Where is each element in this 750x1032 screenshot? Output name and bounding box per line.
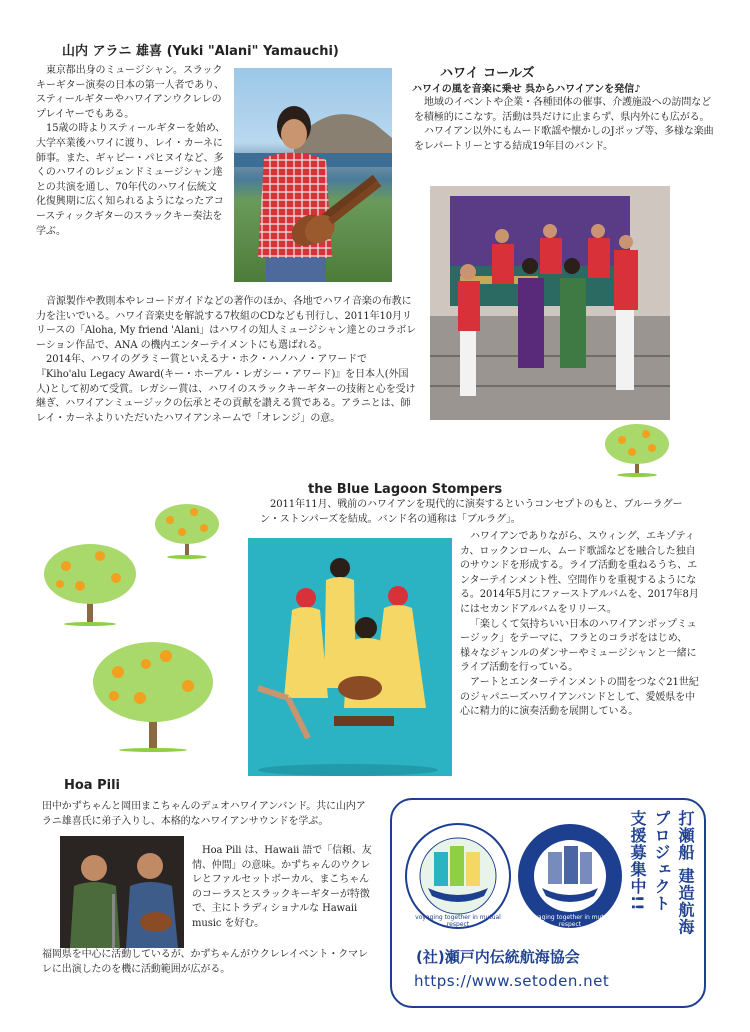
stompers-p1: ハワイアンでありながら、スウィング、エキゾティカ、ロックンロール、ムード歌謡などを融合した独自のサウンドを形成する。ライブ活動を重ねるうち、エンターテインメント性、空間作りを重視するようになる。2014年5月にファーストアルバムを、2017年8月にはセカンドアルバムをリリース。 — [460, 531, 699, 615]
stompers-photo — [248, 538, 452, 776]
yuki-photo — [234, 68, 392, 282]
ad-organization: (社)瀬戸内伝統航海協会 — [416, 948, 580, 966]
hoa-p3: 福岡県を中心に活動しているが、かずちゃんがウクレレイベント・クマレレに出演したのを機に活動範囲が広がる。 — [42, 949, 368, 975]
logo1-caption: voyaging together in mutual respect — [415, 914, 501, 928]
stompers-intro — [260, 498, 700, 527]
yuki-p2: 15歳の時よりスティールギターを始め、大学卒業後ハワイに渡り、レイ・カーネに師事。また、ギャビー・パヒヌイなど、多くのハワイのレジェンドミュージシャン達との共演を通し、70年代のハワイ伝統文化復興期に広く知られるようになったアコースティックギターのスラックキー奏法を学ぶ。 — [36, 123, 226, 237]
hoa-photo — [60, 836, 184, 948]
calls-photo — [430, 186, 670, 420]
stompers-p2: 「楽しくて気持ちいい日本のハワイアンポップミュージック」をテーマに、フラとのコラボをはじめ、様々なジャンルのダンサーやミュージシャンと一緒にライブ活動を行っている。 — [460, 618, 697, 674]
ad-vertical-title-1: 打瀬船 建造航海 — [676, 810, 695, 936]
yuki-title: 山内 アラニ 雄喜 (Yuki "Alani" Yamauchi) — [62, 44, 339, 59]
ad-vertical-title-3: 支援募集中!! — [628, 810, 647, 912]
stompers-title: the Blue Lagoon Stompers — [308, 482, 503, 497]
stompers-p3: アートとエンターテインメントの間をつなぐ21世紀のジャパニーズハワイアンバンドとして、愛媛県を中心に精力的に演奏活動を展開している。 — [460, 676, 699, 718]
yuki-p1: 東京都出身のミュージシャン。スラックキーギター演奏の日本の第一人者であり、スティールギターやハワイアンウクレレのプレイヤーでもある。 — [36, 65, 224, 120]
ad-vertical-title-2: プロジェクト — [652, 810, 671, 912]
stompers-text — [460, 530, 702, 720]
calls-title: ハワイ コールズ — [440, 66, 535, 81]
hoa-detail — [192, 844, 372, 932]
logo-setouchi-voyaging — [404, 822, 512, 930]
tree-decoration-right — [602, 420, 672, 482]
calls-subtitle: ハワイの風を音楽に乗せ 呉からハワイアンを発信♪ — [412, 84, 641, 95]
yuki-bio-block — [36, 64, 226, 239]
logo2-caption: voyaging together in mutual respect — [527, 914, 613, 928]
calls-p2: ハワイアン以外にもムード歌謡や懐かしのJポップ等、多様な楽曲をレパートリーとする結成19年目のバンド。 — [414, 126, 714, 152]
ad-box — [390, 798, 706, 1008]
yuki-p3: 音源製作や教則本やレコードガイドなどの著作のほか、各地でハワイ音楽の布教に力を注いでいる。ハワイ音楽史を解説する7枚組のCDなども刊行し、2011年10月リリースの「Aloha, My friend 'Alani」はハワイの知人ミュージシャン達とのコラボレーション作品で、ANA の機内エンターテイメントにも選ばれる。 — [36, 296, 417, 351]
calls-text — [414, 96, 714, 154]
logo-traditional-voyaging — [516, 822, 624, 930]
yuki-p4: 2014年、ハワイのグラミー賞といえるナ・ホク・ハノハノ・アワードで『Kiho'alu Legacy Award(キー・ホーアル・レガシー・アワード)』を日本人(外国人)として初めて受賞。レガシー賞は、ハワイのスラックキーギターの技術と心を受け継ぎ、ハワイアンミュージックの伝承とその貢献を讃える賞である。アラニとは、師レイ・カーネよりいただいたハワイアンネームで「オレンジ」の意。 — [36, 354, 416, 424]
hoa-intro — [42, 800, 372, 829]
ad-url-link[interactable]: https://www.setoden.net — [414, 972, 610, 990]
hoa-p2: Hoa Pili は、Hawaii 語で「信頼、友情、仲間」の意味。かずちゃんのウクレレとファルセットボーカル、まこちゃんのコーラスとスラックキーギターが特徴で、主にトラディショナルな Hawaii music を好む。 — [192, 845, 372, 929]
hoa-footer — [42, 948, 372, 977]
hoa-p1: 田中かずちゃんと岡田まこちゃんのデュオハワイアンバンド。共に山内アラニ雄喜氏に弟子入りし、本格的なハワイアンサウンドを学ぶ。 — [42, 801, 366, 827]
tree-decoration-left-large — [88, 634, 218, 758]
flyer-page — [22, 30, 732, 1020]
calls-p1: 地域のイベントや企業・各種団体の催事、介護施設への訪問などを積極的にこなす。活動は呉だけに止まらず、県内外にも広がる。 — [414, 97, 712, 123]
yuki-bio-lower — [36, 295, 416, 426]
tree-decoration-left-medium — [40, 538, 140, 632]
hoa-title: Hoa Pili — [64, 778, 121, 793]
tree-decoration-left-small — [152, 500, 222, 564]
stompers-intro-text: 2011年11月、戦前のハワイアンを現代的に演奏するというコンセプトのもと、ブルーラグーン・ストンパーズを結成。バンド名の通称は「ブルラグ」。 — [260, 499, 683, 525]
